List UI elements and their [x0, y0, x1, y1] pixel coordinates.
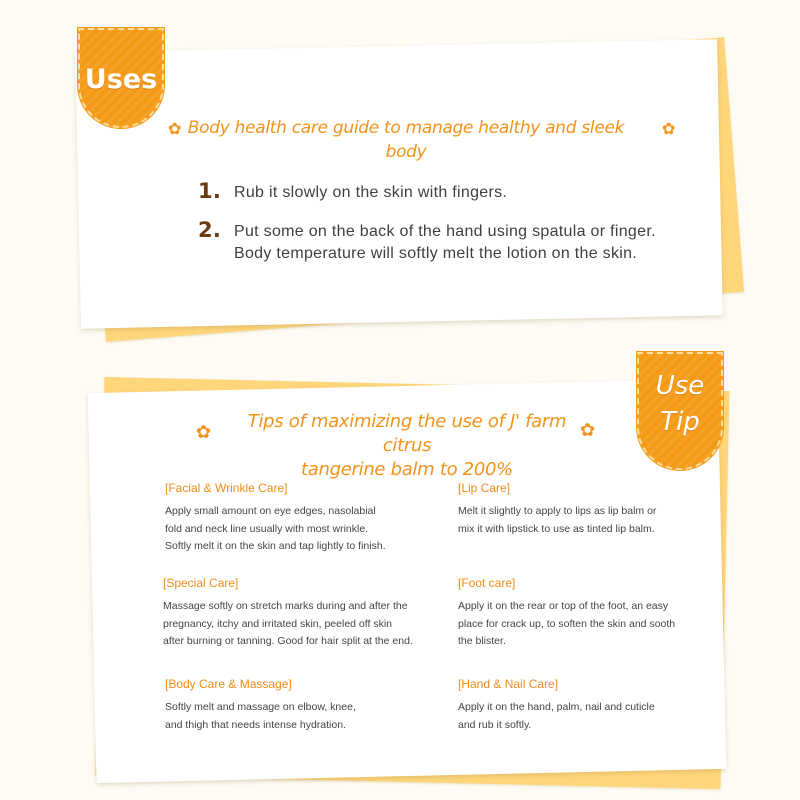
tip-facial-wrinkle-care: [165, 480, 435, 556]
tip-line: and rub it softly.: [458, 718, 532, 731]
tip-line: the blister.: [458, 635, 506, 647]
tip-text: [458, 699, 728, 734]
tip-line: Melt it slightly to apply to lips as lip balm or: [458, 505, 657, 517]
use-tip-badge: [637, 352, 723, 470]
tip-line: and thigh that needs intense hydration.: [165, 718, 346, 731]
tip-line: mix it with lipstick to use as tinted lip balm.: [458, 522, 655, 535]
tip-lip-care: [458, 480, 728, 538]
tip-body-care-massage: [165, 676, 435, 734]
tip-line: Apply it on the hand, palm, nail and cuticle: [458, 701, 655, 713]
uses-heading: Body health care guide to manage healthy and sleek body: [187, 118, 625, 162]
tip-foot-care: [458, 575, 728, 651]
tip-label: [Facial & Wrinkle Care]: [165, 481, 288, 495]
tip-text: [163, 598, 433, 651]
tip-text: [458, 598, 728, 651]
tip-label: [Foot care]: [458, 576, 516, 590]
step-number: 1.: [198, 179, 222, 203]
tip-label: [Lip Care]: [458, 481, 511, 495]
tip-line: pregnancy, itchy and irritated skin, peeled off skin: [163, 617, 392, 630]
tip-line: Softly melt it on the skin and tap lightly to finish.: [165, 540, 386, 552]
flower-icon: ✿: [662, 121, 676, 138]
step-number: 2.: [198, 218, 222, 242]
tip-line: Softly melt and massage on elbow, knee,: [165, 701, 356, 713]
uses-badge-label: Uses: [84, 64, 158, 95]
tip-line: place for crack up, to soften the skin and sooth: [458, 617, 676, 630]
flower-icon: ✿: [196, 422, 212, 442]
step-line: Rub it slowly on the skin with fingers.: [234, 184, 508, 201]
tip-line: fold and neck line usually with most wrinkle.: [165, 522, 369, 535]
tip-line: after burning or tanning. Good for hair split at the end.: [163, 635, 413, 647]
tip-line: Apply small amount on eye edges, nasolabial: [165, 505, 376, 517]
tip-line: Apply it on the rear or top of the foot, an easy: [458, 600, 669, 612]
step-line: Body temperature will softly melt the lotion on the skin.: [234, 245, 638, 262]
use-tip-badge-line: Tip: [660, 407, 700, 437]
flower-icon: ✿: [580, 420, 596, 440]
tip-heading-line: Tips of maximizing the use of J' farm citrus: [247, 411, 567, 456]
tip-line: Massage softly on stretch marks during and after the: [163, 600, 408, 612]
step-line: Put some on the back of the hand using spatula or finger.: [234, 223, 656, 240]
tip-special-care: [163, 575, 433, 651]
tip-text: [458, 503, 728, 538]
flower-icon: ✿: [168, 121, 182, 138]
tip-text: [165, 699, 435, 734]
tip-heading: [222, 410, 592, 482]
tip-label: [Body Care & Massage]: [165, 677, 292, 691]
tip-label: [Special Care]: [163, 576, 239, 590]
tip-heading-line: tangerine balm to 200%: [301, 459, 513, 480]
tip-text: [165, 503, 435, 556]
tip-label: [Hand & Nail Care]: [458, 677, 559, 691]
use-tip-badge-line: Use: [655, 371, 705, 401]
tip-hand-nail-care: [458, 676, 728, 734]
